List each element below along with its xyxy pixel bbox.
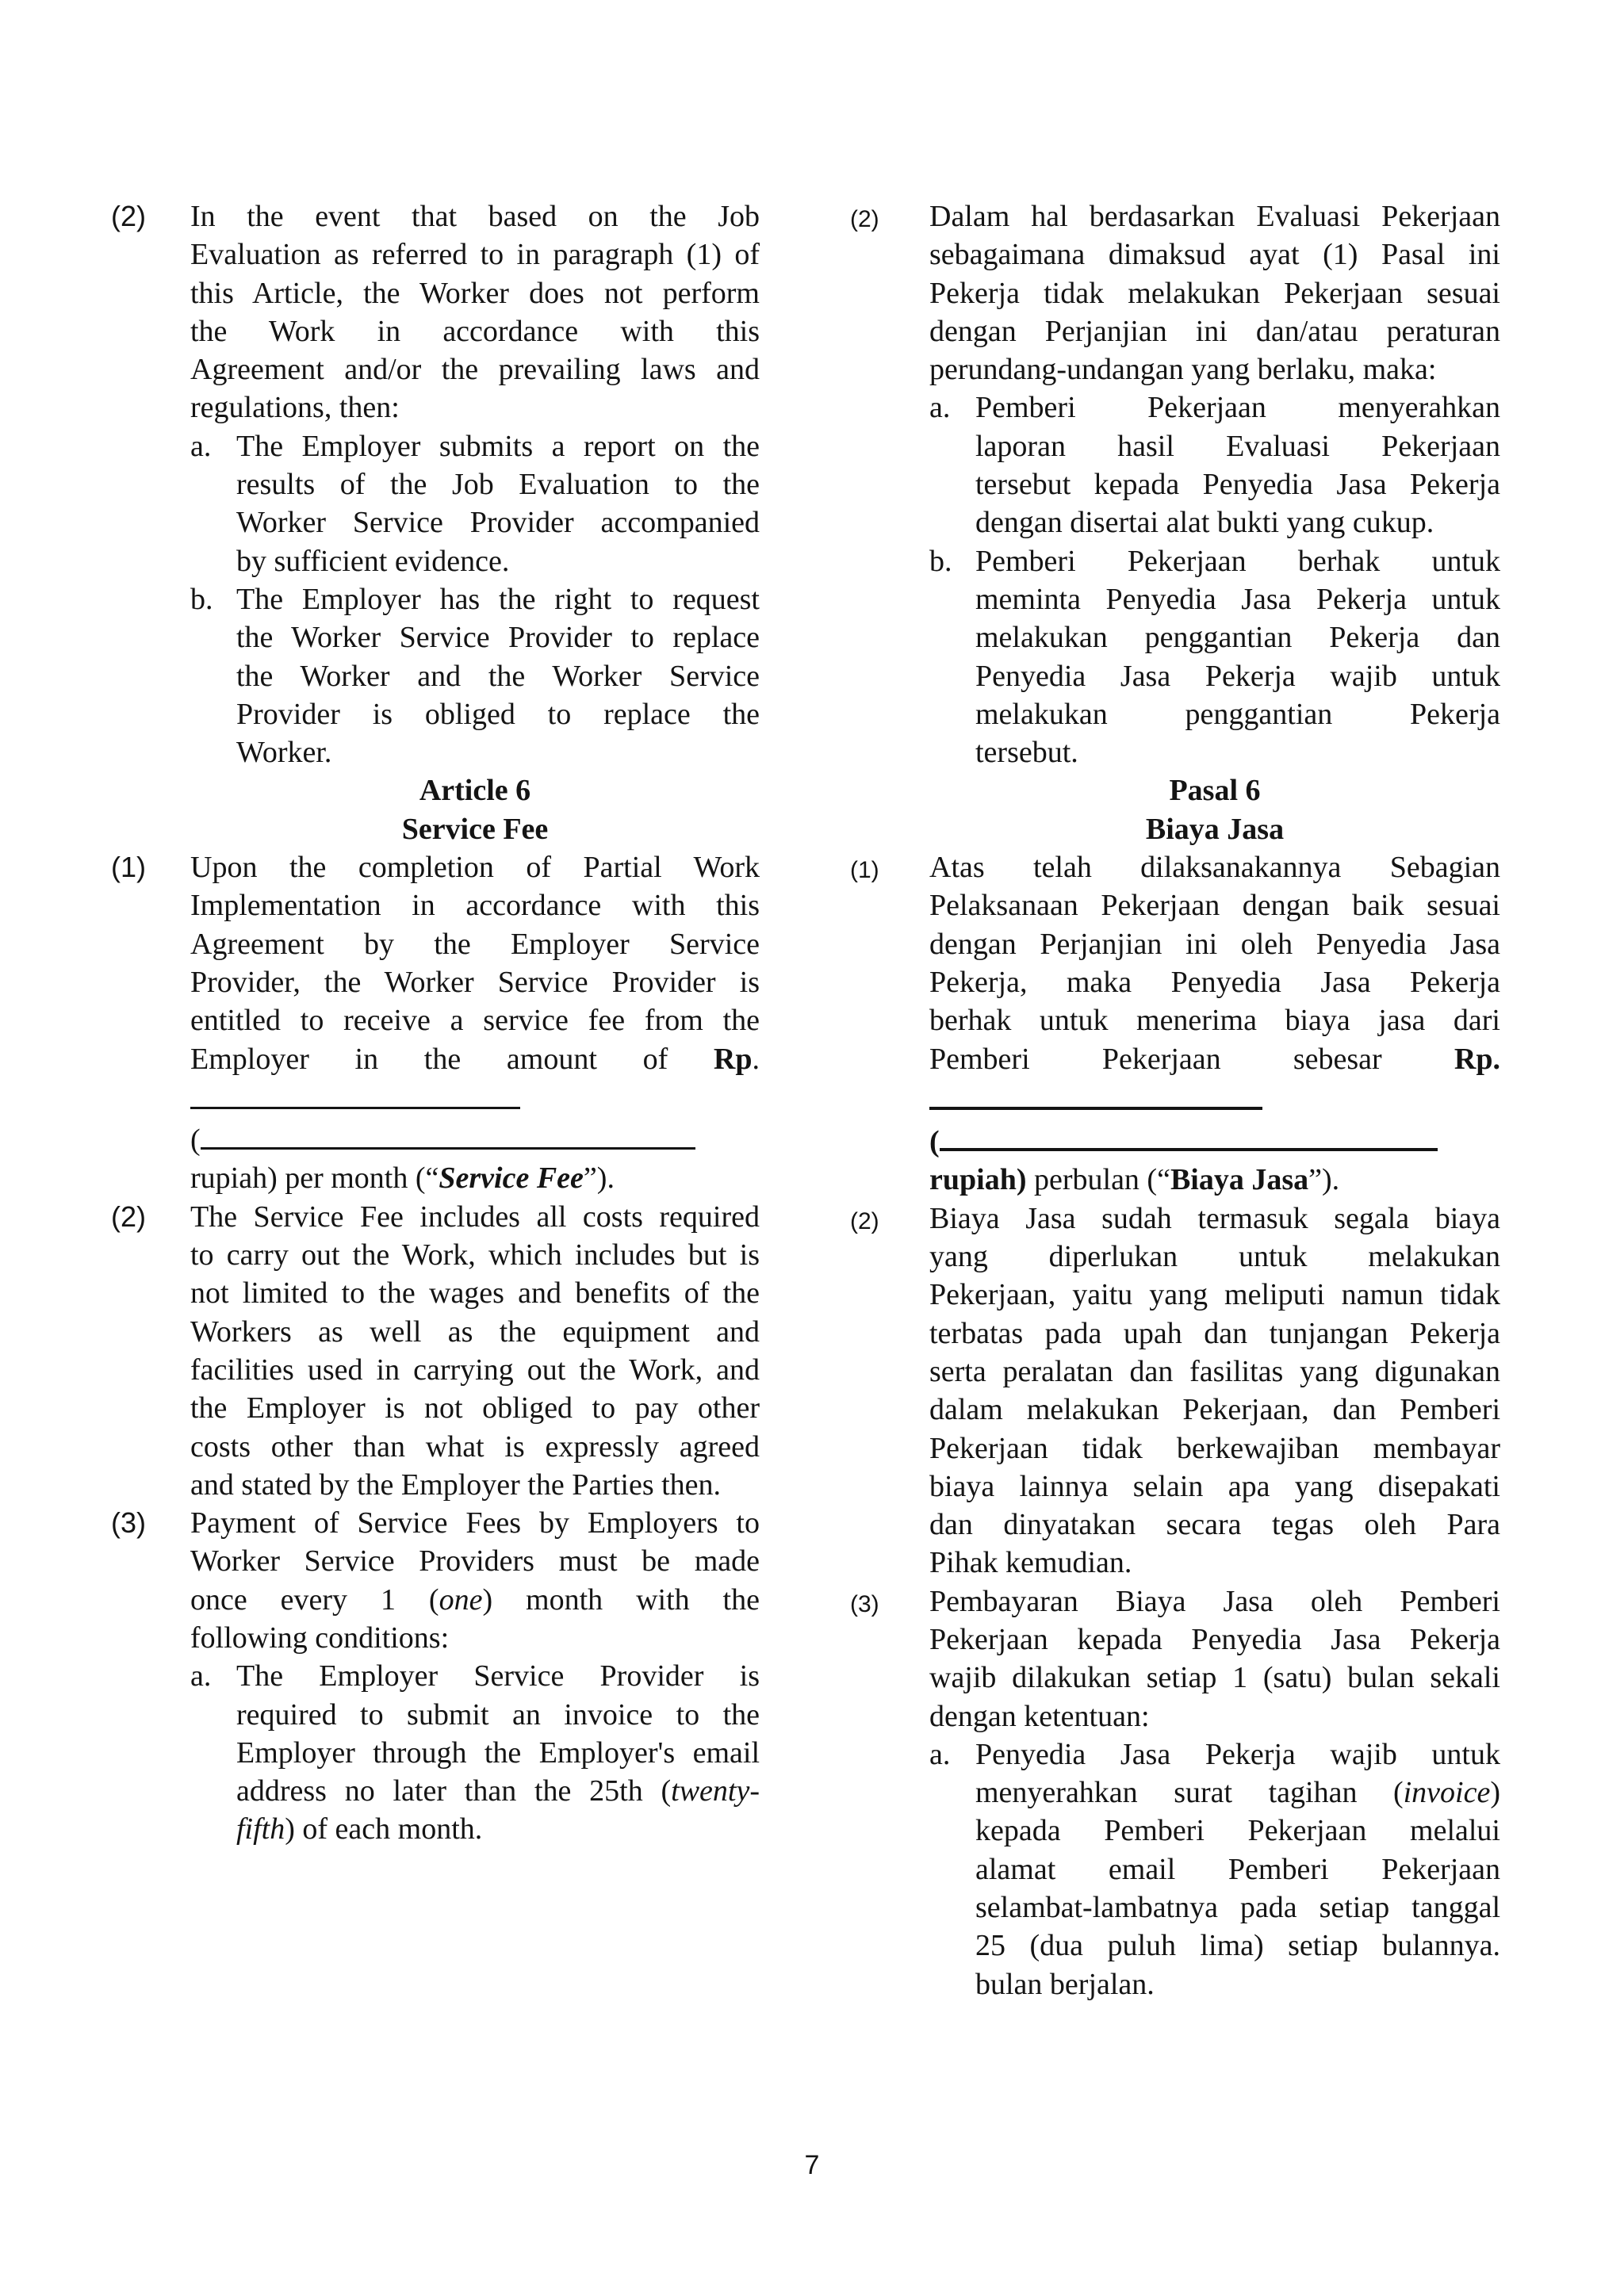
clause-line: Pekerja, maka Penyedia Jasa Pekerja <box>929 965 1500 999</box>
clause-number: (2) <box>111 200 146 232</box>
english-column <box>111 197 760 1849</box>
sub-item-marker: a. <box>190 1659 212 1693</box>
sub-item-line: Penyedia Jasa Pekerja wajib untuk <box>975 1737 1500 1771</box>
clause-number: (2) <box>850 206 879 232</box>
clause-line: dan dinyatakan secara tegas oleh Para <box>929 1508 1500 1542</box>
sub-item-line: Penyedia Jasa Pekerja wajib untuk <box>975 659 1500 693</box>
sub-item-a <box>929 1735 1500 2003</box>
sub-item-b <box>190 580 760 771</box>
sub-item-line: menyerahkan surat tagihan (invoice) <box>975 1776 1500 1810</box>
clause-1-service-fee <box>111 848 760 1198</box>
clause-number: (2) <box>111 1200 146 1233</box>
clause-line <box>929 1040 1500 1078</box>
clause-line: wajib dilakukan setiap 1 (satu) bulan sekali <box>929 1661 1500 1695</box>
clause-line: Evaluation as referred to in paragraph (1) of <box>190 238 760 272</box>
clause-line: yang diperlukan untuk melakukan <box>929 1240 1500 1274</box>
ayat-2-evaluasi <box>850 197 1500 771</box>
sub-item-a <box>190 427 760 580</box>
sub-item-line: Worker Service Provider accompanied <box>236 506 760 540</box>
clause-line: Provider, the Worker Service Provider is <box>190 965 760 999</box>
sub-item-line: The Employer has the right to request <box>236 582 760 616</box>
clause-line: rupiah) per month (“Service Fee”). <box>190 1161 615 1196</box>
clause-2-job-evaluation <box>111 197 760 771</box>
sub-item-line: melakukan penggantian Pekerja <box>975 697 1500 731</box>
clause-line: dengan ketentuan: <box>929 1699 1150 1733</box>
sub-item-line: alamat email Pemberi Pekerjaan <box>975 1852 1500 1886</box>
clause-line: Pekerja tidak melakukan Pekerjaan sesuai <box>929 276 1500 310</box>
rp-label: Rp. <box>1454 1042 1500 1076</box>
amount-blank <box>190 1078 760 1119</box>
sub-item-line: Employer through the Employer's email <box>236 1735 760 1770</box>
clause-number: (1) <box>850 857 879 884</box>
sub-item-line: tersebut. <box>975 736 1078 770</box>
clause-line: Workers as well as the equipment and <box>190 1314 760 1349</box>
sub-item-line: by sufficient evidence. <box>236 544 510 578</box>
clause-number: (3) <box>111 1506 146 1540</box>
pasal-title: Biaya Jasa <box>1145 812 1285 846</box>
clause-line: In the event that based on the Job <box>190 200 760 233</box>
sub-item-line: laporan hasil Evaluasi Pekerjaan <box>975 429 1500 463</box>
clause-line: Pembayaran Biaya Jasa oleh Pemberi <box>929 1584 1500 1618</box>
indonesian-column <box>850 197 1500 2003</box>
sub-item-line: Pemberi Pekerjaan berhak untuk <box>975 544 1500 578</box>
clause-number: (3) <box>850 1590 879 1617</box>
ayat-1-biaya-jasa <box>850 848 1500 1200</box>
clause-line: regulations, then: <box>190 391 400 425</box>
clause-line: sebagaimana dimaksud ayat (1) Pasal ini <box>929 238 1500 272</box>
sub-item-line: tersebut kepada Penyedia Jasa Pekerja <box>975 468 1500 502</box>
clause-line: berhak untuk menerima biaya jasa dari <box>929 1004 1500 1038</box>
sub-item-marker: a. <box>190 429 212 463</box>
sub-item-a <box>929 388 1500 541</box>
clause-line: Pekerjaan tidak berkewajiban membayar <box>929 1431 1500 1465</box>
article-heading <box>111 771 760 848</box>
clause-line: Upon the completion of Partial Work <box>190 851 760 885</box>
rp-label: Rp <box>713 1042 753 1076</box>
sub-item-marker: a. <box>929 1737 951 1771</box>
clause-line: dengan Perjanjian ini dan/atau peraturan <box>929 314 1500 348</box>
amount-words-blank: ( <box>190 1119 760 1159</box>
sub-item-line: The Employer submits a report on the <box>236 429 760 463</box>
article-number: Article 6 <box>419 774 531 808</box>
sub-item-line: results of the Job Evaluation to the <box>236 468 760 502</box>
sub-item-line: The Employer Service Provider is <box>236 1659 760 1693</box>
defined-term: Biaya Jasa <box>1170 1163 1309 1197</box>
sub-item-line: dengan disertai alat bukti yang cukup. <box>975 506 1434 540</box>
amount-words-blank: ( <box>929 1119 1500 1161</box>
clause-line: biaya lainnya selain apa yang disepakati <box>929 1469 1500 1503</box>
article-title: Service Fee <box>401 812 549 846</box>
clause-line: not limited to the wages and benefits of the <box>190 1276 760 1311</box>
clause-line: the Employer is not obliged to pay other <box>190 1391 760 1425</box>
page-number: 7 <box>804 2150 820 2180</box>
sub-item-line: Provider is obliged to replace the <box>236 697 760 731</box>
clause-line: following conditions: <box>190 1621 450 1655</box>
sub-item-line: selambat-lambatnya pada setiap tanggal <box>975 1891 1500 1925</box>
sub-item-marker: a. <box>929 391 951 425</box>
clause-line: once every 1 (one) month with the <box>190 1582 760 1617</box>
sub-item-line: fifth) of each month. <box>236 1812 483 1846</box>
clause-line: facilities used in carrying out the Work, and <box>190 1353 760 1387</box>
sub-item-line: required to submit an invoice to the <box>236 1697 760 1732</box>
sub-item-line: the Worker Service Provider to replace <box>236 621 760 655</box>
clause-line: terbatas pada upah dan tunjangan Pekerja <box>929 1316 1500 1350</box>
clause-2-fee-scope <box>111 1198 760 1504</box>
clause-line: to carry out the Work, which includes but is <box>190 1238 760 1272</box>
sub-item-marker: b. <box>190 582 213 616</box>
sub-item-line: 25 (dua puluh lima) setiap bulannya. <box>975 1929 1500 1963</box>
clause-line: Worker Service Providers must be made <box>190 1544 760 1578</box>
clause-line: Atas telah dilaksanakannya Sebagian <box>929 851 1500 885</box>
clause-line: and stated by the Employer the Parties then. <box>190 1468 722 1502</box>
clause-line: rupiah) perbulan (“Biaya Jasa”). <box>929 1163 1340 1197</box>
clause-line: the Work in accordance with this <box>190 314 760 348</box>
clause-line: Agreement and/or the prevailing laws and <box>190 353 760 387</box>
sub-item-line: bulan berjalan. <box>975 1967 1155 2001</box>
sub-item-line: melakukan penggantian Pekerja dan <box>975 621 1500 655</box>
clause-line: Pelaksanaan Pekerjaan dengan baik sesuai <box>929 889 1500 923</box>
clause-line: perundang-undangan yang berlaku, maka: <box>929 353 1437 387</box>
clause-line: The Service Fee includes all costs required <box>190 1200 760 1234</box>
sub-item-a <box>190 1657 760 1848</box>
clause-line: dengan Perjanjian ini oleh Penyedia Jasa <box>929 927 1500 961</box>
pasal-heading <box>850 771 1500 848</box>
sub-item-line: Pemberi Pekerjaan menyerahkan <box>975 391 1500 425</box>
clause-line: Biaya Jasa sudah termasuk segala biaya <box>929 1201 1500 1235</box>
sub-item-b <box>929 542 1500 772</box>
clause-line: Pekerjaan, yaitu yang meliputi namun tidak <box>929 1278 1500 1312</box>
sub-item-line: kepada Pemberi Pekerjaan melalui <box>975 1814 1500 1848</box>
ayat-2-cakupan-biaya <box>850 1200 1500 1582</box>
clause-line: entitled to receive a service fee from the <box>190 1004 760 1038</box>
ayat-3-pembayaran <box>850 1582 1500 2003</box>
amount-blank <box>929 1078 1500 1119</box>
sub-item-line: Worker. <box>236 736 332 770</box>
clause-line: Pekerjaan kepada Penyedia Jasa Pekerja <box>929 1622 1500 1656</box>
clause-line: this Article, the Worker does not perform <box>190 276 760 310</box>
pasal-number: Pasal 6 <box>1169 774 1261 808</box>
sub-item-line: the Worker and the Worker Service <box>236 659 760 693</box>
clause-line: dalam melakukan Pekerjaan, dan Pemberi <box>929 1393 1500 1427</box>
clause-number: (2) <box>850 1207 879 1234</box>
clause-line: Pihak kemudian. <box>929 1546 1132 1580</box>
amount-text: Employer in the amount of <box>190 1042 714 1076</box>
sub-item-line: address no later than the 25th (twenty- <box>236 1774 760 1808</box>
amount-text: Pemberi Pekerjaan sebesar <box>929 1042 1454 1076</box>
sub-item-marker: b. <box>929 544 952 578</box>
clause-line: Dalam hal berdasarkan Evaluasi Pekerjaan <box>929 200 1500 233</box>
clause-line: costs other than what is expressly agreed <box>190 1429 760 1464</box>
clause-line: Employer in the amount of Rp. <box>190 1042 760 1076</box>
clause-line: Agreement by the Employer Service <box>190 927 760 961</box>
clause-3-payment <box>111 1504 760 1849</box>
clause-line: serta peralatan dan fasilitas yang digunakan <box>929 1354 1500 1388</box>
clause-line: Payment of Service Fees by Employers to <box>190 1506 760 1540</box>
sub-item-line: meminta Penyedia Jasa Pekerja untuk <box>975 582 1500 616</box>
clause-line: Implementation in accordance with this <box>190 889 760 923</box>
defined-term: Service Fee <box>439 1161 584 1196</box>
clause-number: (1) <box>111 851 146 884</box>
